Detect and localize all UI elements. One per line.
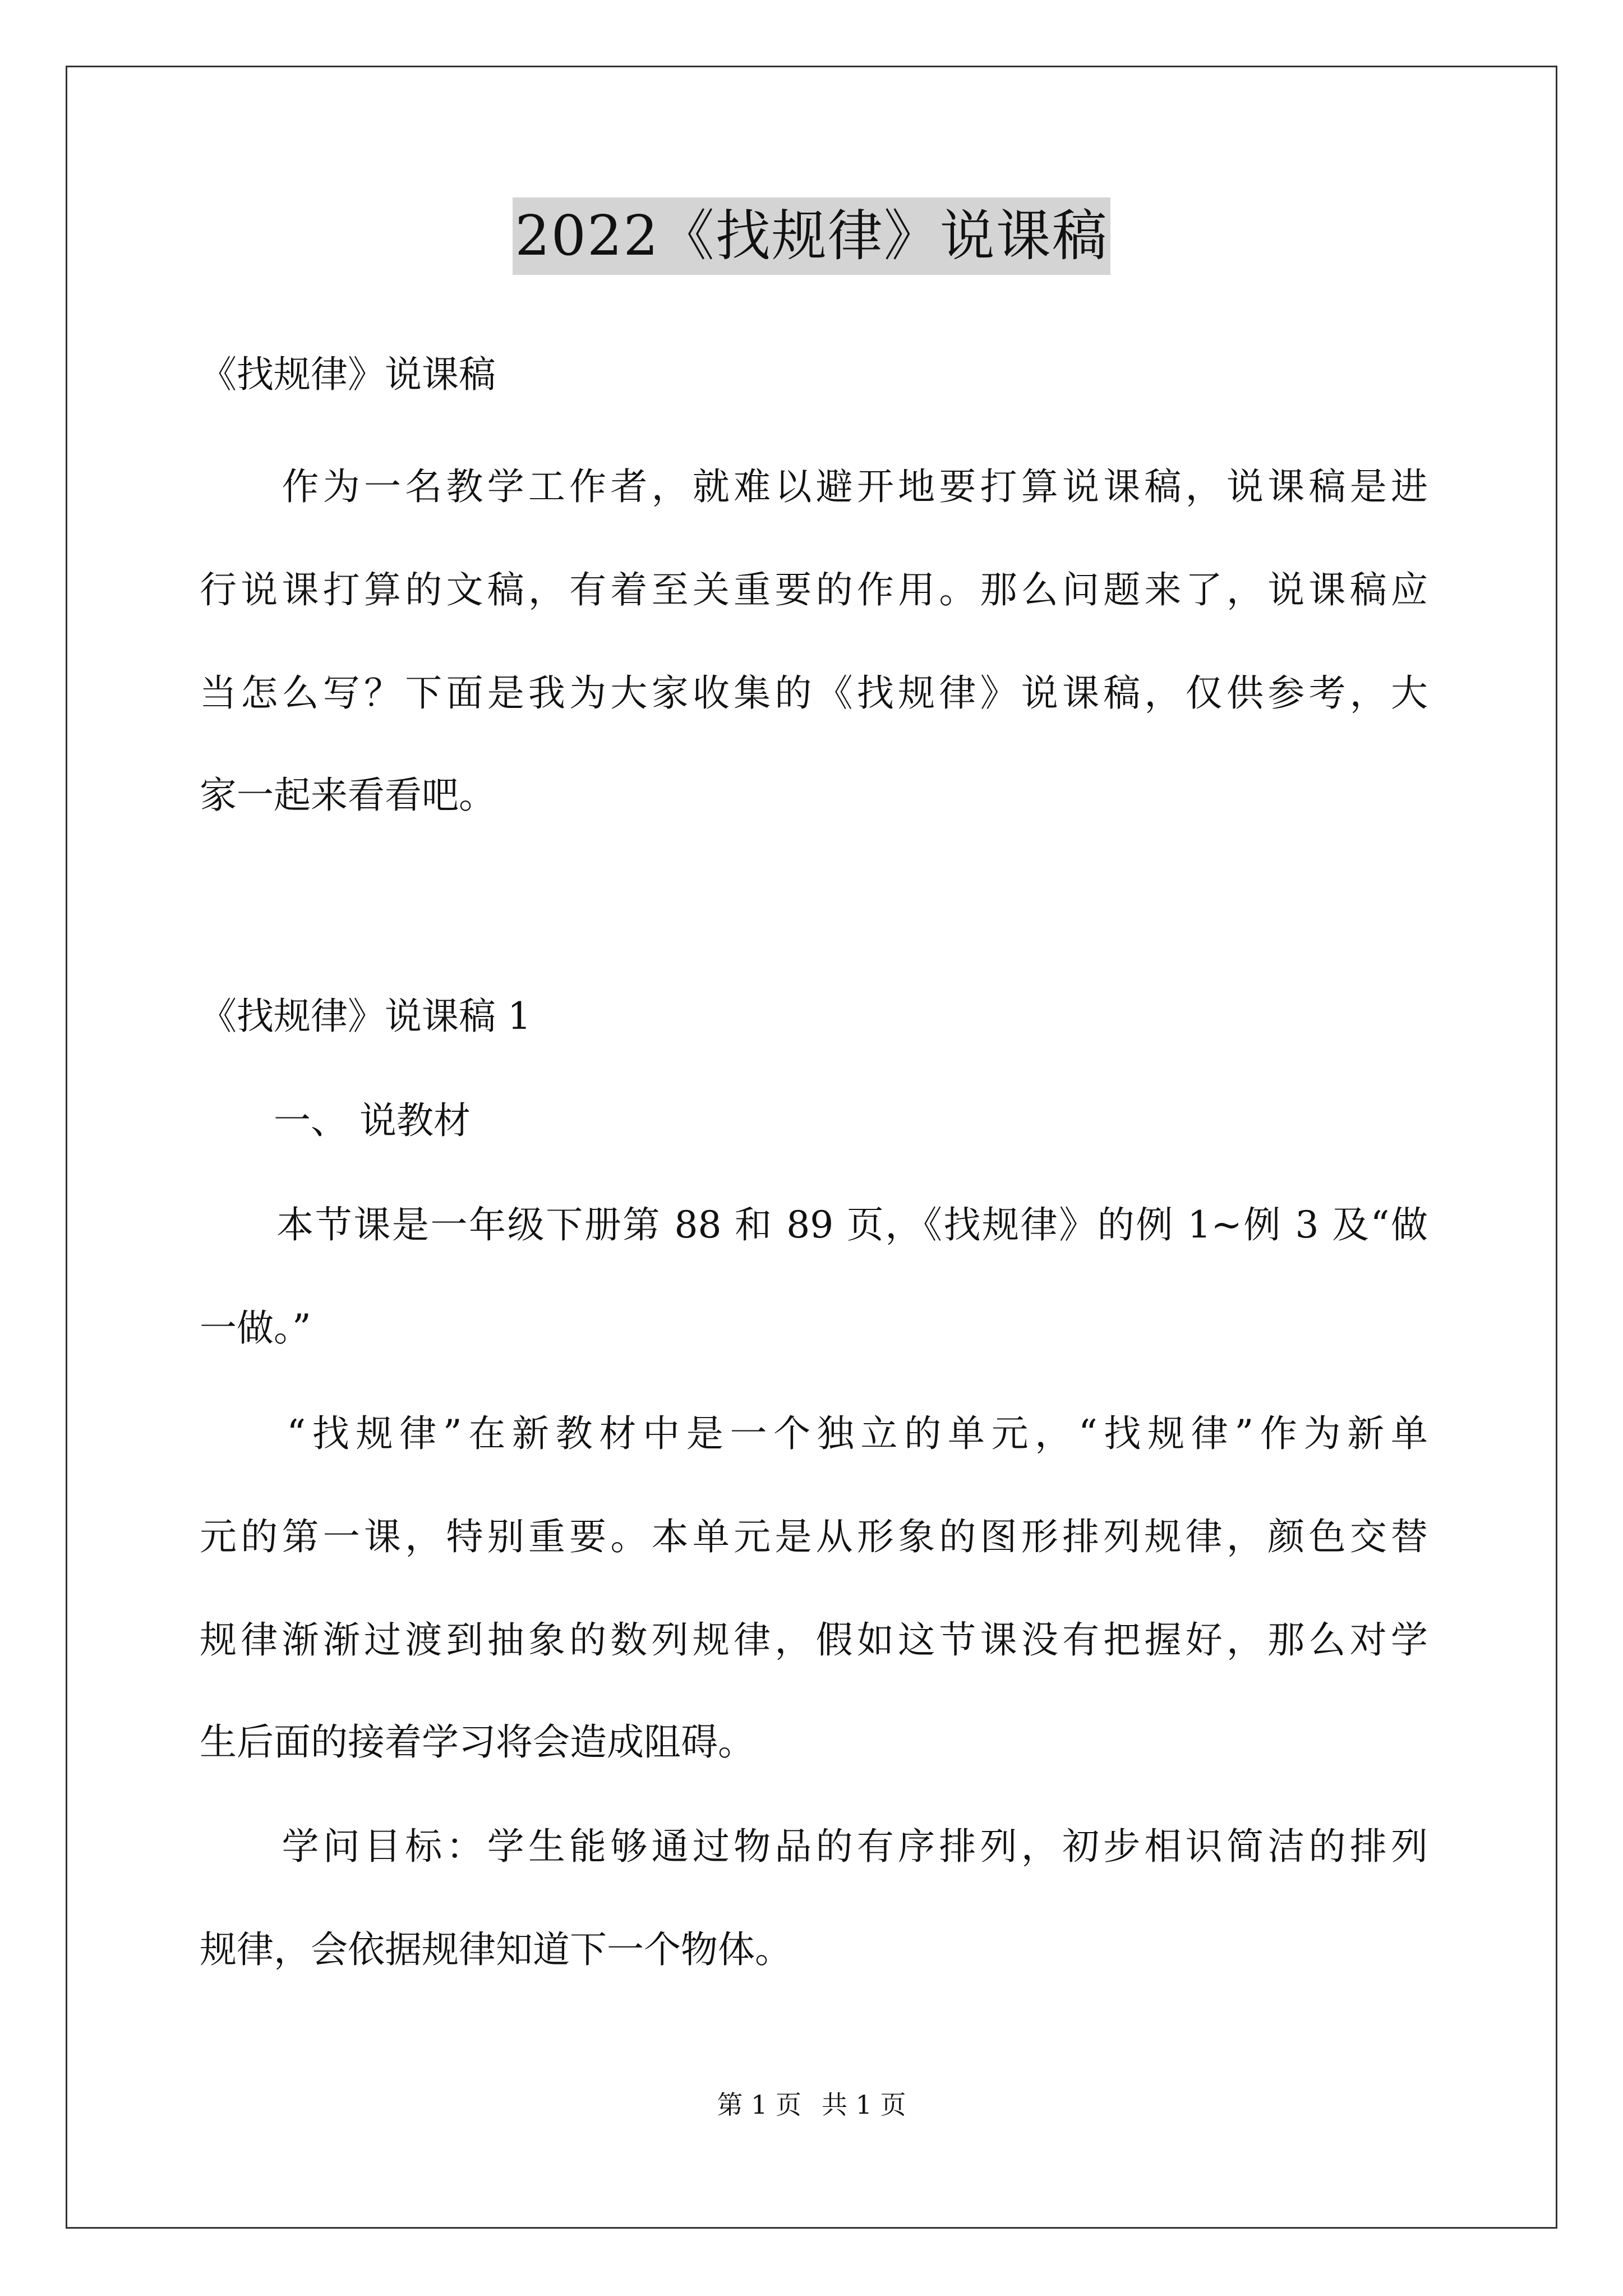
page-total: 共 1 页	[822, 2090, 906, 2120]
paragraph-line: 元的第一课，特别重要。本单元是从形象的图形排列规律，颜色交替	[200, 1515, 1428, 1558]
paragraph-line: 生后面的接着学习将会造成阻碍。	[200, 1720, 755, 1764]
section-heading: 《找规律》说课稿 1	[200, 995, 531, 1038]
paragraph-line: 一做。”	[200, 1306, 311, 1350]
subsection-heading: 一、 说教材	[200, 1099, 471, 1142]
subtitle-line: 《找规律》说课稿	[200, 353, 496, 396]
paragraph-line: 学问目标：学生能够通过物品的有序排列，初步相识简洁的排列	[200, 1825, 1428, 1868]
paragraph-line: 行说课打算的文稿，有着至关重要的作用。那么问题来了，说课稿应	[200, 568, 1428, 611]
paragraph-line: 规律渐渐过渡到抽象的数列规律，假如这节课没有把握好，那么对学	[200, 1618, 1428, 1662]
paragraph-line: 当怎么写？下面是我为大家收集的《找规律》说课稿，仅供参考，大	[200, 671, 1428, 715]
title-container	[0, 197, 1623, 275]
paragraph-line: “找规律”在新教材中是一个独立的单元，“找规律”作为新单	[200, 1412, 1428, 1455]
document-title: 2022《找规律》说课稿	[513, 197, 1110, 275]
page-number: 第 1 页	[717, 2090, 801, 2120]
paragraph-line: 作为一名教学工作者，就难以避开地要打算说课稿，说课稿是进	[200, 465, 1428, 508]
paragraph-line: 规律，会依据规律知道下一个物体。	[200, 1928, 792, 1971]
paragraph-line: 家一起来看看吧。	[200, 774, 496, 817]
paragraph-line: 本节课是一年级下册第 88 和 89 页，《找规律》的例 1~例 3 及“做	[200, 1203, 1428, 1246]
page-footer	[0, 2088, 1623, 2122]
